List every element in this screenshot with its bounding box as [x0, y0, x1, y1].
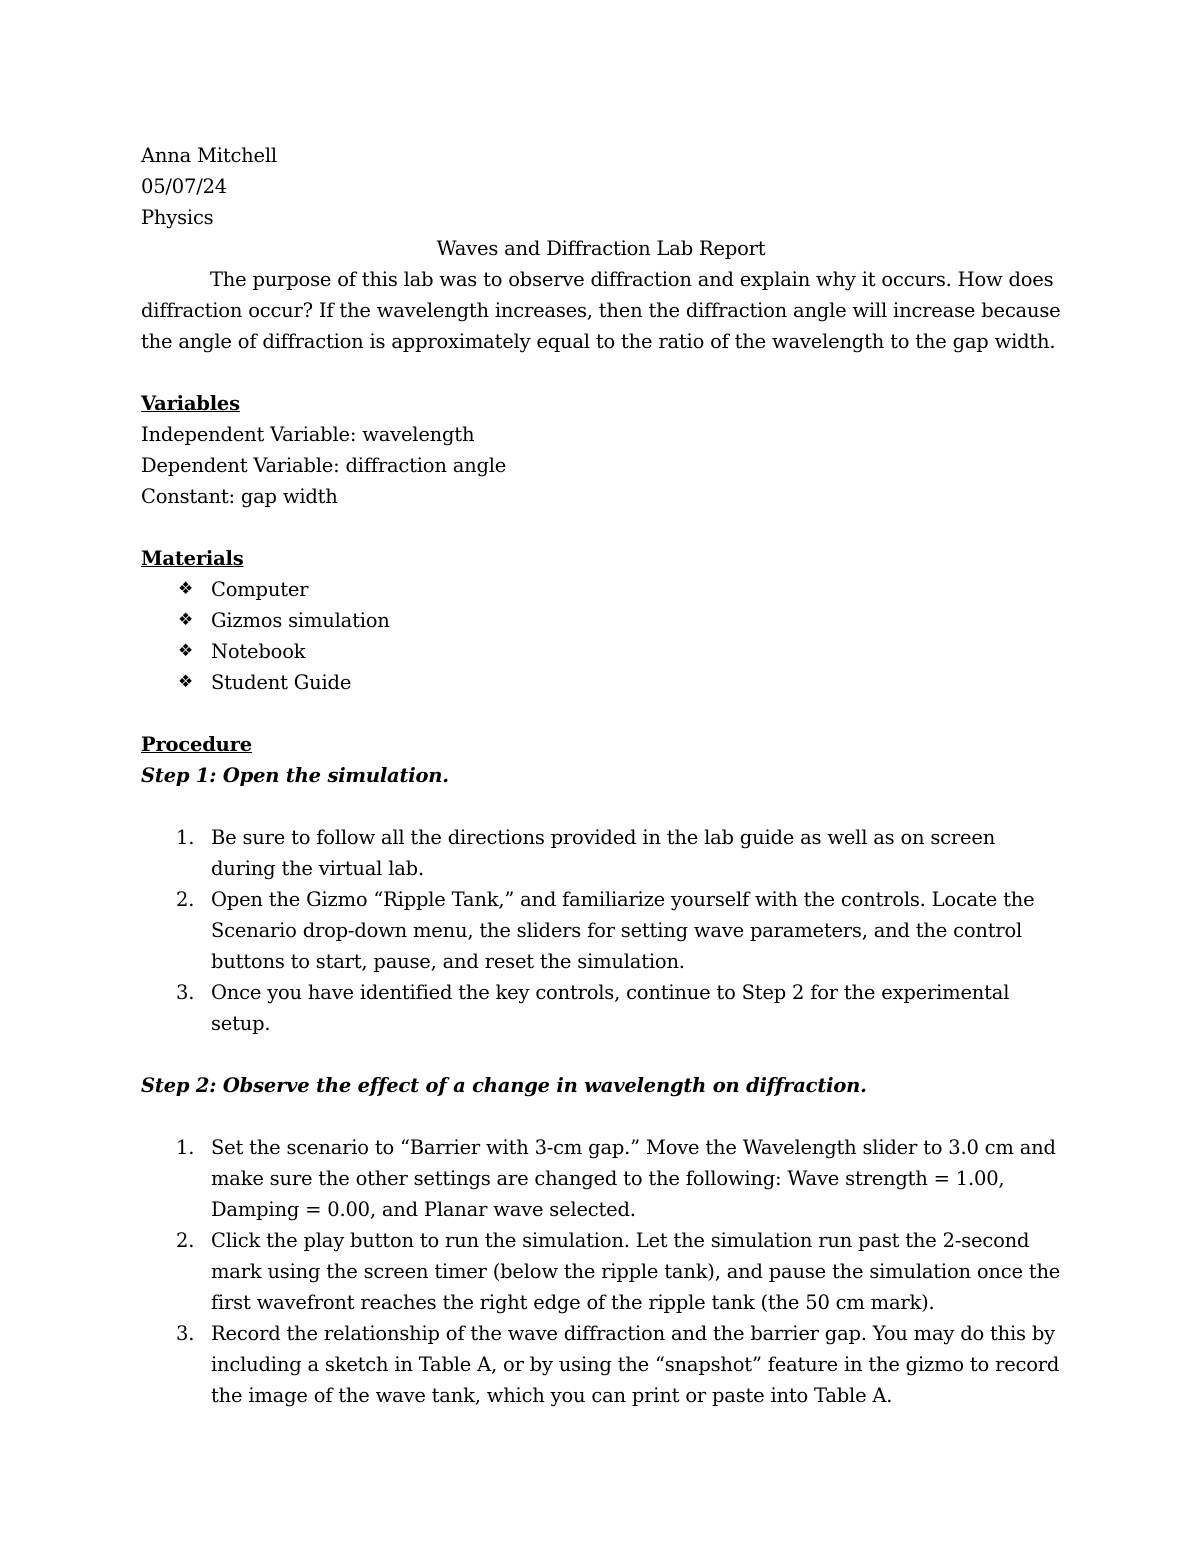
diamond-bullet-icon: ❖ [178, 672, 194, 692]
material-label: Notebook [211, 640, 306, 663]
list-item [141, 884, 1061, 977]
spacer [141, 357, 1061, 388]
materials-heading: Materials [141, 547, 244, 570]
spacer [141, 1101, 1061, 1132]
list-item [141, 636, 1061, 667]
step-text: Be sure to follow all the directions provided in the lab guide as well as on screen during the virtual lab. [211, 826, 996, 880]
step1-title: Step 1: Open the simulation. [141, 764, 449, 787]
dependent-variable: Dependent Variable: diffraction angle [141, 454, 507, 477]
list-item [141, 822, 1061, 884]
document-page [141, 140, 1061, 1411]
report-date: 05/07/24 [141, 175, 227, 198]
step-text: Click the play button to run the simulation. Let the simulation run past the 2-second mark using the screen timer (below the ripple tank), and pause the simulation once the first wavefront reaches the right edge of the ripple tank (the 50 cm mark). [211, 1229, 1061, 1314]
step-text: Open the Gizmo “Ripple Tank,” and familiarize yourself with the controls. Locate the Scenario drop-down menu, the sliders for setting wave parameters, and the control buttons to start, pause, and reset the simulation. [211, 888, 1035, 973]
list-item [141, 1225, 1061, 1318]
diamond-bullet-icon: ❖ [178, 579, 194, 599]
step-number: 2. [176, 1229, 195, 1252]
diamond-bullet-icon: ❖ [178, 610, 194, 630]
step-number: 1. [176, 826, 195, 849]
list-item [141, 977, 1061, 1039]
materials-list [141, 574, 1061, 698]
step-number: 2. [176, 888, 195, 911]
spacer [141, 512, 1061, 543]
step-text: Once you have identified the key controls, continue to Step 2 for the experimental setup. [211, 981, 1010, 1035]
procedure-heading: Procedure [141, 733, 252, 756]
spacer [141, 791, 1061, 822]
step-text: Set the scenario to “Barrier with 3-cm gap.” Move the Wavelength slider to 3.0 cm and make sure the other settings are changed to the following: Wave strength = 1.00, Damping = 0.00, and Planar wave selected. [211, 1136, 1056, 1221]
spacer [141, 698, 1061, 729]
intro-paragraph: The purpose of this lab was to observe diffraction and explain why it occurs. How does diffraction occur? If the wavelength increases, then the diffraction angle will increase because the angle of diffraction is approximately equal to the ratio of the wavelength to the gap width. [141, 268, 1061, 353]
step2-title: Step 2: Observe the effect of a change in wavelength on diffraction. [141, 1074, 867, 1097]
list-item [141, 605, 1061, 636]
document-title: Waves and Diffraction Lab Report [436, 237, 766, 260]
material-label: Gizmos simulation [211, 609, 390, 632]
diamond-bullet-icon: ❖ [178, 641, 194, 661]
spacer [141, 1039, 1061, 1070]
material-label: Student Guide [211, 671, 352, 694]
list-item [141, 667, 1061, 698]
list-item [141, 1318, 1061, 1411]
step-number: 3. [176, 1322, 195, 1345]
step2-list [141, 1132, 1061, 1411]
list-item [141, 1132, 1061, 1225]
step-number: 3. [176, 981, 195, 1004]
variables-heading: Variables [141, 392, 240, 415]
step-number: 1. [176, 1136, 195, 1159]
subject: Physics [141, 206, 214, 229]
material-label: Computer [211, 578, 309, 601]
author-name: Anna Mitchell [141, 144, 277, 167]
step1-list [141, 822, 1061, 1039]
constant-variable: Constant: gap width [141, 485, 338, 508]
step-text: Record the relationship of the wave diffraction and the barrier gap. You may do this by including a sketch in Table A, or by using the “snapshot” feature in the gizmo to record the image of the wave tank, which you can print or paste into Table A. [211, 1322, 1060, 1407]
list-item [141, 574, 1061, 605]
independent-variable: Independent Variable: wavelength [141, 423, 475, 446]
